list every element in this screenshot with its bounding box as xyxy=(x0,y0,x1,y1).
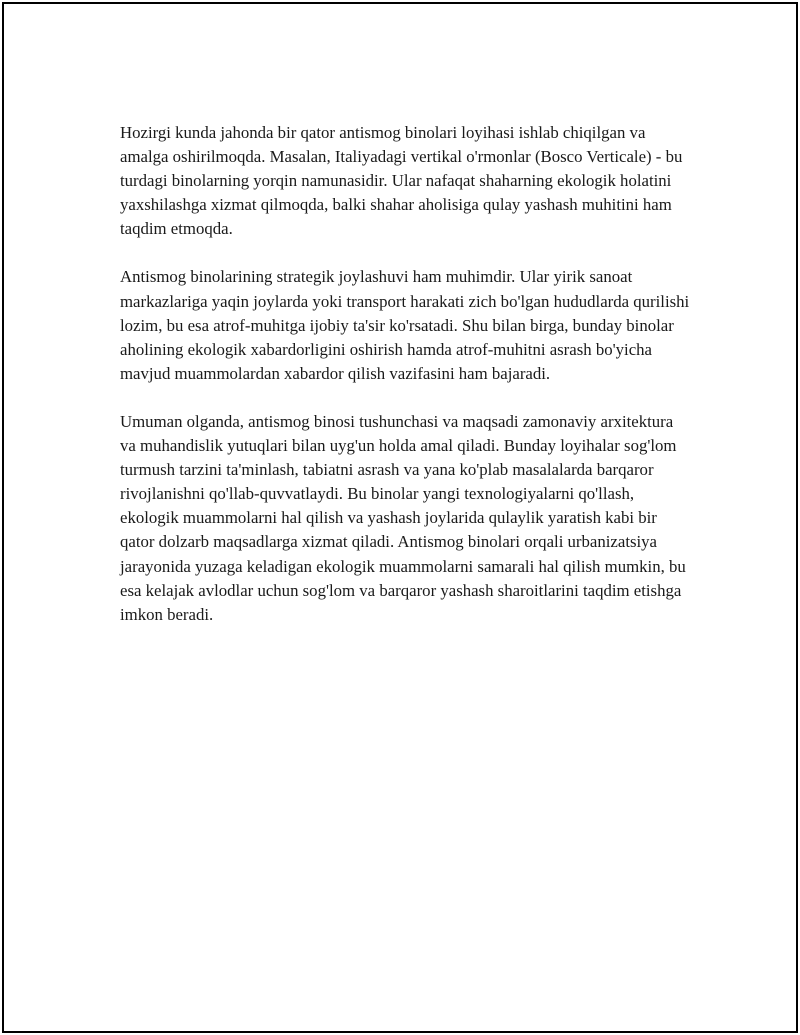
document-body xyxy=(120,121,690,651)
page-frame xyxy=(2,2,798,1033)
paragraph-3: Umuman olganda, antismog binosi tushunchasi va maqsadi zamonaviy arxitektura va muhandislik yutuqlari bilan uyg'un holda amal qiladi. Bunday loyihalar sog'lom turmush tarzini ta'minlash, tabiatni asrash va yana ko'plab masalalarda barqaror rivojlanishni qo'llab-quvvatlaydi. Bu binolar yangi texnologiyalarni qo'llash, ekologik muammolarni hal qilish va yashash joylarida qulaylik yaratish kabi bir qator dolzarb maqsadlarga xizmat qiladi. Antismog binolari orqali urbanizatsiya jarayonida yuzaga keladigan ekologik muammolarni samarali hal qilish mumkin, bu esa kelajak avlodlar uchun sog'lom va barqaror yashash sharoitlarini taqdim etishga imkon beradi. xyxy=(120,411,686,624)
paragraph-2: Antismog binolarining strategik joylashuvi ham muhimdir. Ular yirik sanoat markazlariga yaqin joylarda yoki transport harakati zich bo'lgan hududlarda qurilishi lozim, bu esa atrof-muhitga ijobiy ta'sir ko'rsatadi. Shu bilan birga, bunday binolar aholining ekologik xabardorligini oshirish hamda atrof-muhitni asrash bo'yicha mavjud muammolardan xabardor qilish vazifasini ham bajaradi. xyxy=(120,267,690,383)
paragraph-1: Hozirgi kunda jahonda bir qator antismog binolari loyihasi ishlab chiqilgan va amalga oshirilmoqda. Masalan, Italiyadagi vertikal o'rmonlar (Bosco Verticale) - bu turdagi binolarning yorqin namunasidir. Ular nafaqat shaharning ekologik holatini yaxshilashga xizmat qilmoqda, balki shahar aholisiga qulay yashash muhitini ham taqdim etmoqda. xyxy=(120,123,683,239)
